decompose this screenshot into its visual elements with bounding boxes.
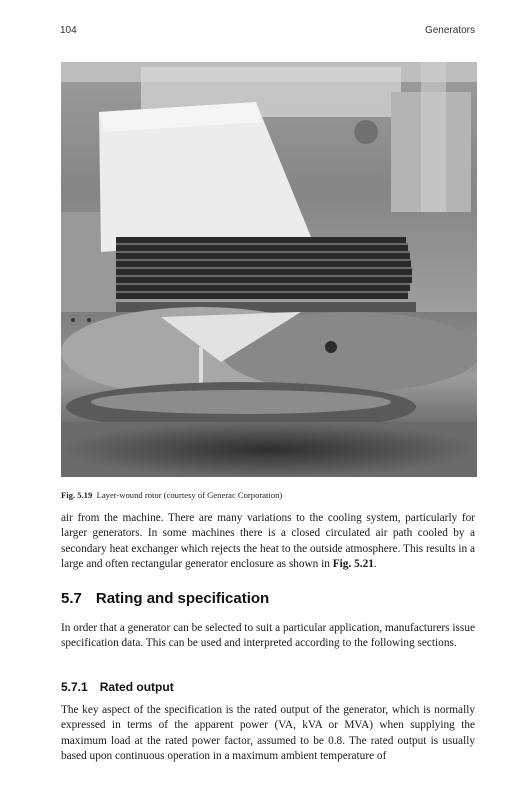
section-heading — [61, 590, 269, 607]
paragraph-1-text: air from the machine. There are many variations to the cooling system, particularly for larger generators. In some machines there is a closed circulated air path cooled by a secondary heat exchanger which rejects the heat to the outside atmosphere. This results in a large and often rectangular generator enclosure as shown in — [61, 512, 475, 570]
section-title: Rating and specification — [95, 590, 270, 607]
body-paragraph-2: In order that a generator can be selected to suit a particular application, manufacturers issue specification data. This can be used and interpreted according to the following sections. — [61, 622, 475, 650]
subsection-title: Rated output — [99, 680, 174, 694]
figure-reference-link: Fig. 5.21 — [332, 557, 374, 570]
paragraph-1-end: . — [373, 557, 377, 570]
subsection-number: 5.7.1 — [61, 680, 88, 694]
page-number: 104 — [60, 25, 77, 36]
figure-caption — [61, 490, 282, 500]
subsection-heading — [61, 680, 174, 694]
running-title: Generators — [424, 25, 475, 36]
figure-photo — [61, 62, 477, 477]
body-paragraph-1 — [61, 511, 475, 572]
section-number: 5.7 — [61, 590, 82, 607]
body-paragraph-3: The key aspect of the specification is the rated output of the generator, which is normally expressed in terms of the apparent power (VA, kVA or MVA) when supplying the maximum load at the rated power factor, assumed to be 0.8. The rated output is usually based upon continuous operation in a maximum ambient temperature of — [61, 704, 475, 762]
running-header — [60, 25, 475, 39]
figure-caption-text: Layer-wound rotor (courtesy of Generac Corporation) — [96, 490, 283, 500]
figure-label: Fig. 5.19 — [61, 490, 93, 500]
